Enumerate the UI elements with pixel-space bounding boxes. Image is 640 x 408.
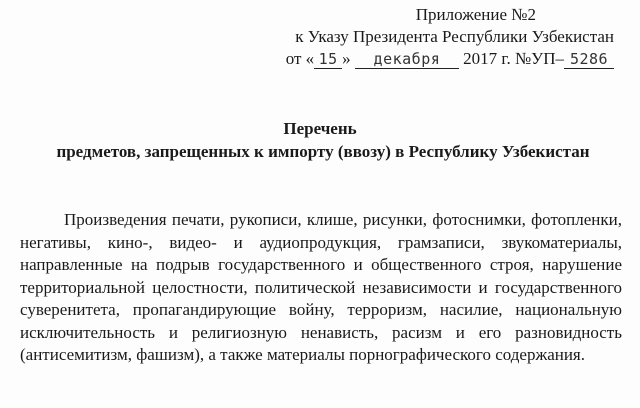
date-year-suffix: 2017 г. №УП– [463, 49, 564, 68]
date-month: декабря [355, 51, 459, 69]
document-heading [0, 117, 640, 163]
body-paragraph: Произведения печати, рукописи, клише, рисунки, фотоснимки, фотопленки, негативы, кино-, видео- и аудиопродукция, грамзаписи, звукоматериалы, направленные на подрыв государственного и общественного строя, нарушение территориальной целостности, политической независимости и государственного суверенитета, пропагандирующие войну, терроризм, насилие, национальную исключительность и религиозную ненависть, расизм и его разновидность (антисемитизм, фашизм), а также материалы порнографического содержания. [20, 210, 622, 364]
decree-number: 5286 [564, 51, 614, 69]
heading-title: Перечень [283, 119, 357, 138]
appendix-date-line [286, 48, 614, 70]
date-mid: » [342, 49, 351, 68]
date-prefix: от « [285, 49, 315, 68]
appendix-title: Приложение №2 [415, 5, 536, 24]
heading-subtitle: предметов, запрещенных к импорту (ввозу) в Республику Узбекистан [56, 142, 590, 161]
appendix-header [286, 4, 614, 70]
appendix-decree-reference: к Указу Президента Республики Узбекистан [295, 27, 614, 46]
date-day: 15 [314, 51, 342, 69]
